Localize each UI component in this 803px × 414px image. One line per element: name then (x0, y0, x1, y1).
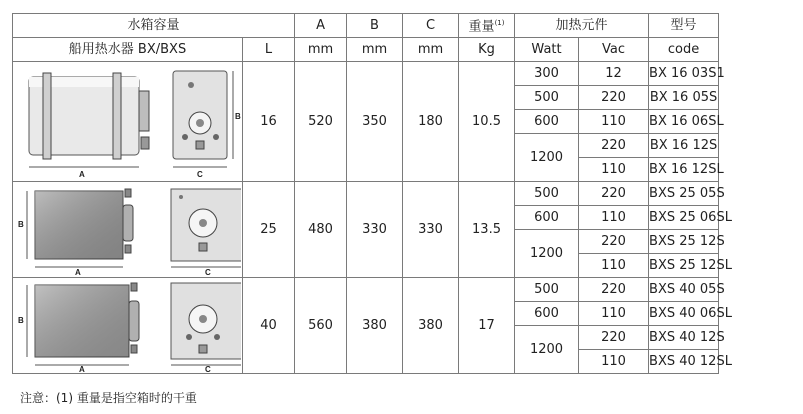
dim-a-label: A (79, 169, 85, 179)
vac-cell: 110 (579, 350, 649, 374)
code-cell: BX 16 03S1 (649, 62, 719, 86)
weight-value: 10.5 (459, 62, 515, 182)
code-cell: BX 16 12SL (649, 158, 719, 182)
watt-cell: 600 (515, 206, 579, 230)
table-row (13, 62, 803, 86)
vac-cell: 220 (579, 182, 649, 206)
capacity-value: 25 (243, 182, 295, 278)
vac-cell: 220 (579, 278, 649, 302)
dim-c-value: 180 (403, 62, 459, 182)
dim-b-label: B (235, 111, 241, 121)
heater-16l-drawing (13, 63, 241, 181)
unit-kg: Kg (459, 38, 515, 62)
vac-cell: 110 (579, 254, 649, 278)
dim-c-value: 330 (403, 182, 459, 278)
heater-25l-drawing (13, 183, 241, 277)
spec-table (12, 13, 803, 374)
capacity-value: 40 (243, 278, 295, 374)
vac-cell: 110 (579, 206, 649, 230)
unit-mm-c: mm (403, 38, 459, 62)
dim-b-value: 380 (347, 278, 403, 374)
unit-code: code (649, 38, 719, 62)
vac-cell: 220 (579, 326, 649, 350)
code-cell: BX 16 05S (649, 86, 719, 110)
code-cell: BXS 40 12S (649, 326, 719, 350)
capacity-value: 16 (243, 62, 295, 182)
dim-a-value: 520 (295, 62, 347, 182)
watt-cell: 500 (515, 86, 579, 110)
weight-value: 13.5 (459, 182, 515, 278)
vac-cell: 110 (579, 158, 649, 182)
dim-b-value: 350 (347, 62, 403, 182)
table-row (13, 182, 803, 206)
header-row-1 (13, 14, 803, 38)
vac-cell: 220 (579, 134, 649, 158)
table-row (13, 278, 803, 302)
heater-diagram-40l (13, 278, 243, 374)
dim-b-label: B (18, 315, 24, 325)
dim-c-label: C (205, 267, 211, 277)
unit-watt: Watt (515, 38, 579, 62)
model-header: 型号 (649, 14, 719, 38)
footnote: 注意：(1) 重量是指空箱时的干重 (20, 391, 197, 405)
watt-cell: 1200 (515, 326, 579, 374)
vac-cell: 12 (579, 62, 649, 86)
watt-cell: 1200 (515, 134, 579, 182)
vac-cell: 220 (579, 86, 649, 110)
weight-value: 17 (459, 278, 515, 374)
code-cell: BXS 25 05S (649, 182, 719, 206)
dim-a-value: 560 (295, 278, 347, 374)
col-b-header: B (347, 14, 403, 38)
vac-cell: 110 (579, 110, 649, 134)
code-cell: BXS 40 05S (649, 278, 719, 302)
heater-40l-drawing (13, 279, 241, 373)
unit-mm-b: mm (347, 38, 403, 62)
unit-vac: Vac (579, 38, 649, 62)
dim-a-label: A (75, 267, 81, 277)
vac-cell: 220 (579, 230, 649, 254)
col-c-header: C (403, 14, 459, 38)
col-a-header: A (295, 14, 347, 38)
product-name: 船用热水器 BX/BXS (13, 38, 243, 62)
watt-cell: 300 (515, 62, 579, 86)
unit-l: L (243, 38, 295, 62)
dim-c-value: 380 (403, 278, 459, 374)
code-cell: BX 16 12S (649, 134, 719, 158)
watt-cell: 500 (515, 182, 579, 206)
heater-diagram-16l (13, 62, 243, 182)
weight-footnote-marker: (1) (494, 19, 505, 28)
dim-b-value: 330 (347, 182, 403, 278)
unit-mm-a: mm (295, 38, 347, 62)
watt-cell: 1200 (515, 230, 579, 278)
dim-a-value: 480 (295, 182, 347, 278)
code-cell: BXS 40 06SL (649, 302, 719, 326)
header-row-2 (13, 38, 803, 62)
vac-cell: 110 (579, 302, 649, 326)
capacity-title: 水箱容量 (13, 14, 295, 38)
watt-cell: 500 (515, 278, 579, 302)
heating-element-header: 加热元件 (515, 14, 649, 38)
weight-header: 重量$^{(1)}$ (459, 14, 515, 38)
watt-cell: 600 (515, 302, 579, 326)
dim-c-label: C (205, 364, 211, 373)
dim-b-label: B (18, 219, 24, 229)
code-cell: BXS 40 12SL (649, 350, 719, 374)
watt-cell: 600 (515, 110, 579, 134)
code-cell: BXS 25 12SL (649, 254, 719, 278)
spec-table-container (12, 13, 790, 374)
code-cell: BXS 25 06SL (649, 206, 719, 230)
dim-c-label: C (197, 169, 203, 179)
code-cell: BXS 25 12S (649, 230, 719, 254)
heater-diagram-25l (13, 182, 243, 278)
code-cell: BX 16 06SL (649, 110, 719, 134)
dim-a-label: A (79, 364, 85, 373)
